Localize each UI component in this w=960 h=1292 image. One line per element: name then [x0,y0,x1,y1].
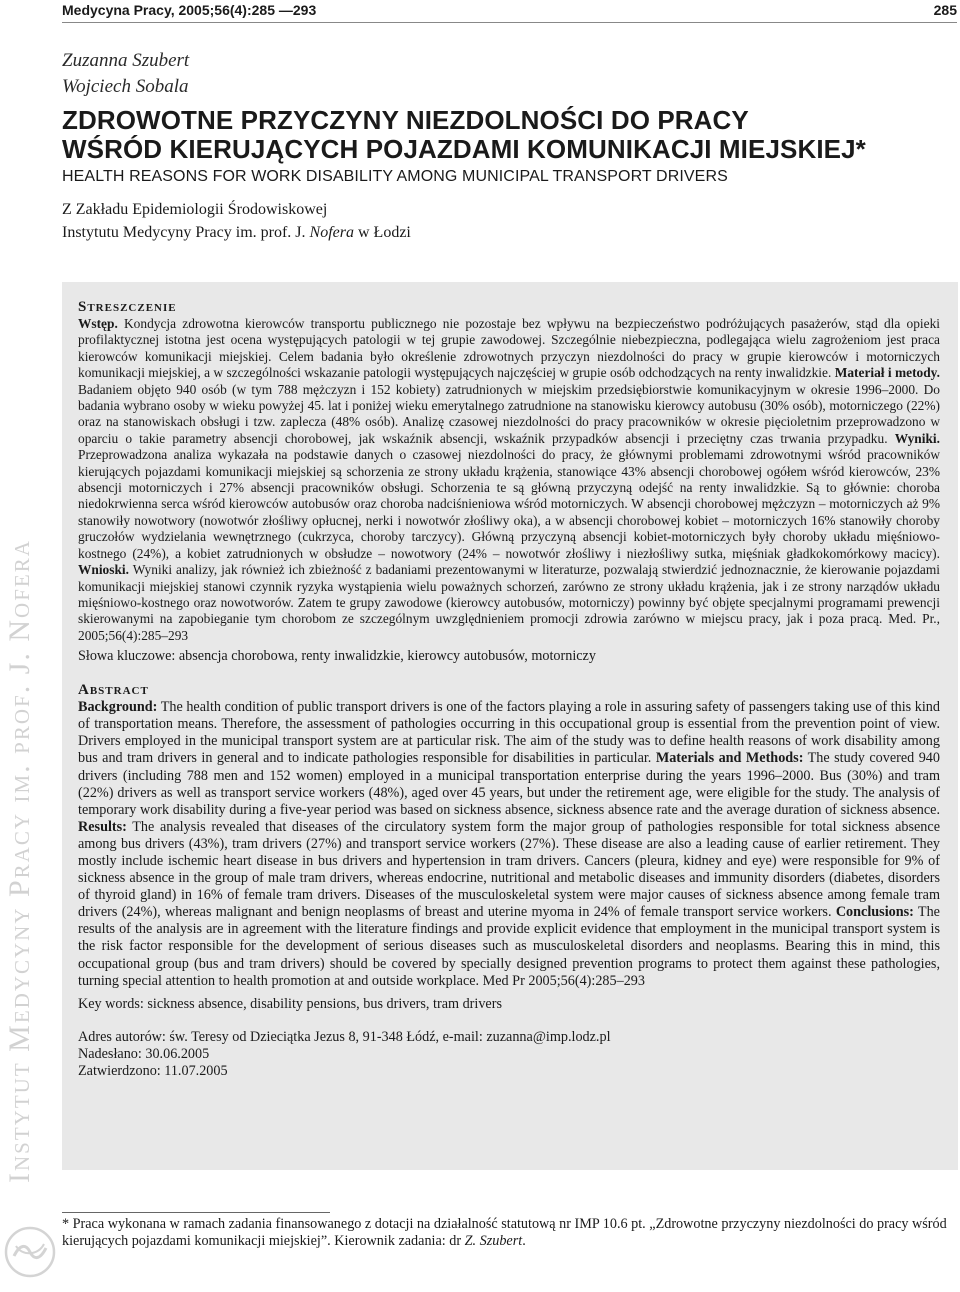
streszczenie-body [78,316,940,644]
section-text: The results of the analysis are in agreement with the literature findings and provide explicit evidence that employment in the municipal transport system is the risk factor responsible for the development of serious diseases such as musculoskeletal disorders and neoplasms. Bearing this in mind, this occupational group (bus and tram drivers) should be covered by specially designed prevention programs to protect them against these pathologies, turning special attention to health promotion at and outside workplace. Med Pr 2005;56(4):285–293 [78,904,940,989]
affiliation-text: w Łodzi [353,224,411,241]
footnote [62,1216,958,1250]
affiliation-text: Instytutu Medycyny Pracy im. prof. J. [62,224,310,241]
section-label: Wstęp. [78,316,118,331]
section-label: Wyniki. [894,430,940,446]
received-date: Nadesłano: 30.06.2005 [78,1045,210,1062]
section-label: Materiał i metody. [834,365,940,381]
section-label: Background: [78,699,158,716]
footnote-rule [62,1212,330,1213]
author-name: Wojciech Sobala [62,76,189,97]
abstract-body [78,699,940,990]
section-text: Badaniem objęto 940 osób (w tym 788 mężczyzn i 152 kobiety) zatrudnionych w miejskim przedsiębiorstwie komunikacyjnym w okresie 1996–2000. Do badania wybrano osoby w wieku powyżej 45. lat i poniżej wieku emerytalnego zatrudnione na stanowisku kierowcy autobusu (30% osób), motorniczego (22%) oraz na stanowiskach obsługi i tzw. zaplecza (48% osób). Analizę czasowej niezdolności do pracy pracowników w okresie pięcioletnim przeprowadzono w oparciu o takie parametry absencji chorobowej, jak wskaźnik absencji, wskaźnik przypadków absencji i przeciętny czas trwania przypadku. [78,381,940,446]
affiliation-line [62,221,411,244]
author-name: Zuzanna Szubert [62,50,190,71]
footnote-author: Z. Szubert [464,1233,523,1249]
section-text: The health condition of public transport drivers is one of the factors playing a role in assuring safety of passengers taking use of this kind of transportation means. Therefore, the assessment of pathologies occurring in this occupational group is essential from the prevention point of view. Drivers employed in the municipal transport system are at particular risk. The aim of the study was to define health reasons of work disability among bus and tram drivers in general and to indicate pathologies responsible for disabilities in particular. [78,699,940,767]
streszczenie-keywords: Słowa kluczowe: absencja chorobowa, renty inwalidzkie, kierowcy autobusów, motorniczy [78,648,596,665]
section-label: Conclusions: [835,904,914,921]
footnote-end: . [522,1233,526,1249]
title-line: ZDROWOTNE PRZYCZYNY NIEZDOLNOŚCI DO PRACY [62,105,749,135]
journal-citation: Medycyna Pracy, 2005;56(4):285 —293 [62,2,317,18]
section-label: Materials and Methods: [655,750,804,767]
abstract-box [62,282,958,1170]
article-title [62,106,866,164]
section-text: Kondycja zdrowotna kierowców transportu publicznego nie pozostaje bez wpływu na bezpieczeństwo podróżujących pasażerów, stąd dla opieki profilaktycznej istotna jest ocena występujących patologii w tej grupie zawodowej. Szczególnie niebezpieczna, podlegająca wielu zagrożeniom jest praca kierowców komunikacji miejskiej. Celem badania było określenie zdrowotnych przyczyn niezdolności do pracy w grupie kierowców i motorniczych komunikacji miejskiej, a w szczególności wskazanie patologii występujących najczęściej w grupie osób odchodzących na renty inwalidzkie. [78,316,940,381]
streszczenie-heading: Streszczenie [78,299,177,315]
section-label: Wnioski. [78,562,129,578]
title-line: WŚRÓD KIERUJĄCYCH POJAZDAMI KOMUNIKACJI MIEJSKIEJ* [62,134,866,164]
section-text: The analysis revealed that diseases of the circulatory system form the major group of pathologies responsible for total sickness absence among bus drivers (43%), tram drivers (27%) and transport service workers (27%). These disease are also a leading cause of earlier retirement. They mostly include ischemic heart disease in bus drivers and hypertension in tram drivers. Cancers (pleura, kidney and eye) were responsible for 9% of sickness absence in the group of male tram drivers, whereas endocrine, nutritional and metabolic diseases and immunity disorders (diabetes, disorders of thyroid gland) in 16% of female tram drivers. Diseases of the musculoskeletal system were major causes of sickness absence among female tram drivers (24%), whereas malignant and benign neoplasms of breast and uterine myoma in 24% of female transport service workers. [78,818,940,921]
abstract-keywords: Key words: sickness absence, disability pensions, bus drivers, tram drivers [78,995,502,1012]
abstract-heading: Abstract [78,682,149,699]
section-text: Przeprowadzona analiza wykazała na podstawie danych o czasowej niezdolności do pracy, że głównymi problemami zdrowotnymi wśród pracowników kierujących pojazdami komunikacji miejskiej są schorzenia ze strony układu krążenia, stanowiące 43% absencji chorobowej ogółem wśród kierowców, 23% absencji motorniczych i 27% absencji pracowników obsługi. Schorzenia te są główną przyczyną odejść na renty inwalidzkie. Są to głównie: choroba niedokrwienna serca wśród kierowców autobusów oraz choroba nadciśnieniowa wśród motorniczych. W absencji chorobowej mężczyzn – motorniczych aż 9% stanowiły nowotwory (nowotwór złośliwy opłucnej, nerki i nowotwór złośliwy oka), a w absencji chorobowej kobiet – motorniczych 16% stanowiły choroby gruczołów wydzielania wewnętrznego (cukrzyca, choroby tarczycy). Główną przyczyną absencji kobiet-motorniczych były choroby układu mięśniowo-kostnego (24%), a kobiet zatrudnionych w obsłudze – nowotwory (24% – nowotwór złośliwy i niezłośliwy sutka, mięśniak gładkokomórkowy macicy). [78,447,940,561]
running-head [62,0,957,23]
section-text: The study covered 940 drivers (including 788 men and 152 women) employed in a municipal transportation enterprise during the years 1996–2000. Bus (30%) and tram (22%) drivers as well as transport service workers (48%), aged over 45 years, but under the retirement age, were eligible for the study. The analysis of temporary work disability during a five-year period was based on sickness absence, sickness absence rate and the average duration of sickness absence. [78,750,940,818]
side-watermark: Instytut Medycyny Pracy im. prof. J. Nofera [3,539,36,1183]
section-label: Results: [78,818,127,835]
affiliation-italic: Nofera [309,224,354,241]
section-text: Wyniki analizy, jak również ich zbieżność z badaniami prezentowanymi w literaturze, pozwalają stwierdzić jednoznacznie, że kierowanie pojazdami komunikacji miejskiej stanowi czynnik ryzyka wystąpienia wielu poważnych schorzeń, zarówno ze strony układu krążenia, jak i ze strony narządów układu mięśniowo-kostnego oraz nowotworów. Zatem te grupy zawodowe (kierowcy autobusów, motorniczy) powinny być objęte specjalnymi programami prewencji skierowanymi na zapobieganie tym chorobom ze szczególnym uwzględnieniem promocji zdrowia zarówno w miejscu pracy, jak i poza pracą. Med. Pr., 2005;56(4):285–293 [78,562,940,643]
institute-logo-icon [2,1222,56,1282]
affiliation [62,198,411,244]
author-address: Adres autorów: św. Teresy od Dzieciątka Jezus 8, 91-348 Łódź, e-mail: zuzanna@imp.lodz.pl [78,1028,611,1045]
approved-date: Zatwierdzono: 11.07.2005 [78,1062,228,1079]
correspondence-block [78,1029,940,1080]
affiliation-line: Z Zakładu Epidemiologii Środowiskowej [62,201,328,218]
page-number: 285 [933,2,957,18]
footnote-text: * Praca wykonana w ramach zadania finansowanego z dotacji na działalność statutową nr IMP 10.6 pt. „Zdrowotne przyczyny niezdolności do pracy wśród kierujących pojazdami komunikacji miejskiej”. Kierownik zadania: dr [62,1216,947,1249]
english-title: HEALTH REASONS FOR WORK DISABILITY AMONG MUNICIPAL TRANSPORT DRIVERS [62,168,728,185]
authors [62,48,189,100]
